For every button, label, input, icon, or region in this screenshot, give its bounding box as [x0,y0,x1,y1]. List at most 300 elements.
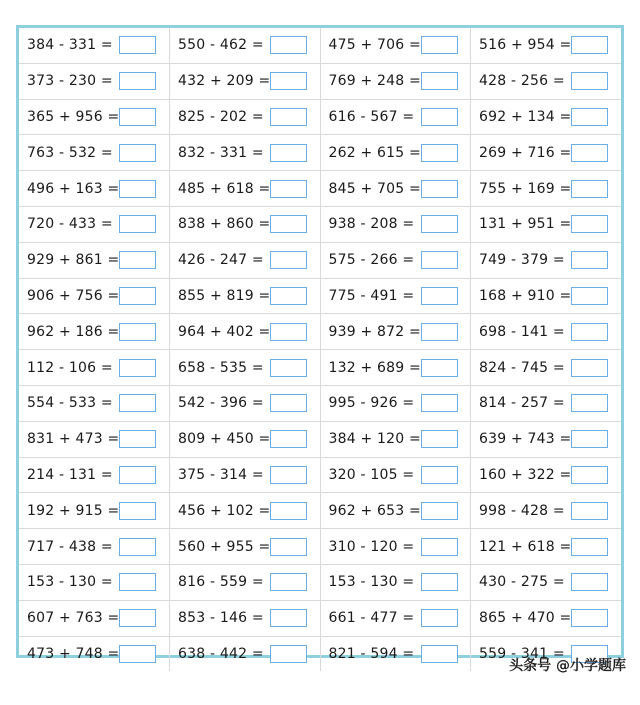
answer-box[interactable] [571,609,608,627]
problem [321,64,471,99]
problem [19,207,169,242]
problem-expression: 542 - 396 = [178,395,264,412]
problem-expression: 824 - 745 = [479,359,565,376]
problem-cell [170,529,321,565]
problem [19,171,169,206]
problem-expression: 938 - 208 = [328,216,415,233]
problem [471,279,621,314]
problem [321,565,471,600]
problem-cell [320,242,471,278]
problem-expression: 428 - 256 = [479,73,565,90]
problem-expression: 821 - 594 = [328,645,415,662]
problem-cell [170,564,321,600]
answer-box[interactable] [571,72,608,90]
problem-cell [19,135,170,171]
problem-cell [320,171,471,207]
problem-row [19,171,621,207]
answer-box[interactable] [270,144,307,162]
problem-expression: 816 - 559 = [178,574,264,591]
problem-expression: 112 - 106 = [27,359,113,376]
problem-expression: 855 + 819 = [178,287,271,304]
problem-cell [170,600,321,636]
answer-box[interactable] [270,72,307,90]
problem-cell [320,206,471,242]
answer-box[interactable] [421,502,458,520]
problem-row [19,242,621,278]
problem [19,64,169,99]
problem-expression: 962 + 653 = [328,502,421,519]
problem-cell [170,385,321,421]
problem [19,422,169,457]
answer-box[interactable] [571,36,608,54]
answer-box[interactable] [571,573,608,591]
answer-box[interactable] [119,251,156,269]
problem-cell [170,493,321,529]
problem-cell [320,457,471,493]
problem-cell [19,600,170,636]
answer-box[interactable] [571,538,608,556]
problem-cell [320,636,471,671]
problem [321,601,471,636]
problem-cell [471,350,622,386]
problem-cell [170,350,321,386]
problem-expression: 607 + 763 = [27,610,120,627]
problem [170,386,320,421]
problem [471,100,621,135]
answer-box[interactable] [421,609,458,627]
grid-body [19,28,621,671]
problem [471,422,621,457]
problem-expression: 153 - 130 = [328,574,415,591]
problem-expression: 698 - 141 = [479,323,565,340]
answer-box[interactable] [270,645,307,663]
problem-row [19,135,621,171]
problem [19,565,169,600]
problem [321,422,471,457]
answer-box[interactable] [421,36,458,54]
problem-expression: 214 - 131 = [27,466,113,483]
answer-box[interactable] [421,144,458,162]
answer-box[interactable] [421,573,458,591]
problem-expression: 998 - 428 = [479,502,565,519]
problem-cell [471,242,622,278]
problem [321,100,471,135]
problem-expression: 365 + 956 = [27,108,120,125]
problem-cell [320,314,471,350]
problem-expression: 865 + 470 = [479,610,572,627]
answer-box[interactable] [571,323,608,341]
problem-cell [471,457,622,493]
problem-expression: 153 - 130 = [27,574,113,591]
problem [19,386,169,421]
problem-cell [320,350,471,386]
problem-expression: 432 + 209 = [178,73,271,90]
problem-row [19,457,621,493]
answer-box[interactable] [119,466,156,484]
problem-cell [19,385,170,421]
answer-box[interactable] [119,502,156,520]
problem-expression: 496 + 163 = [27,180,120,197]
problem-expression: 962 + 186 = [27,323,120,340]
problem-expression: 375 - 314 = [178,466,264,483]
problem-expression: 661 - 477 = [328,610,415,627]
problem [170,100,320,135]
problem-expression: 132 + 689 = [328,359,421,376]
answer-box[interactable] [270,430,307,448]
problem-expression: 720 - 433 = [27,216,113,233]
answer-box[interactable] [421,251,458,269]
problem-expression: 192 + 915 = [27,502,120,519]
problem-expression: 717 - 438 = [27,538,113,555]
problem [170,565,320,600]
problem-cell [471,493,622,529]
problem [170,135,320,170]
problem [471,529,621,564]
problem-expression: 554 - 533 = [27,395,113,412]
problem-expression: 550 - 462 = [178,37,264,54]
problem [321,386,471,421]
problem [19,637,169,672]
answer-box[interactable] [270,538,307,556]
problem-row [19,99,621,135]
problem-expression: 485 + 618 = [178,180,271,197]
problem-cell [19,63,170,99]
problem-cell [170,28,321,63]
answer-box[interactable] [119,609,156,627]
problem [19,458,169,493]
problem [471,64,621,99]
problem [19,243,169,278]
problem-cell [471,421,622,457]
problem [170,243,320,278]
answer-box[interactable] [119,430,156,448]
problem [471,458,621,493]
problem [19,279,169,314]
problem-expression: 384 - 331 = [27,37,113,54]
problem-expression: 775 - 491 = [328,287,415,304]
problem [170,28,320,63]
problem [19,350,169,385]
problem-cell [471,171,622,207]
problem-expression: 121 + 618 = [479,538,572,555]
problem-expression: 638 - 442 = [178,645,264,662]
answer-box[interactable] [571,180,608,198]
problem-row [19,421,621,457]
problem-cell [19,564,170,600]
problem [19,100,169,135]
watermark: 头条号 @小学题库 [509,658,626,674]
answer-box[interactable] [421,323,458,341]
problem-cell [19,206,170,242]
problem-expression: 639 + 743 = [479,431,572,448]
problem-expression: 559 - 341 = [479,645,565,662]
problem [170,207,320,242]
answer-box[interactable] [571,466,608,484]
problem-expression: 749 - 379 = [479,252,565,269]
problem-cell [320,600,471,636]
problem [471,493,621,528]
problem-expression: 575 - 266 = [328,252,415,269]
problem [170,458,320,493]
problem-cell [170,63,321,99]
problem-expression: 838 + 860 = [178,216,271,233]
answer-box[interactable] [421,538,458,556]
answer-box[interactable] [119,180,156,198]
problem-row [19,28,621,63]
problem [321,279,471,314]
problem [471,207,621,242]
problem [19,529,169,564]
problem-cell [19,171,170,207]
problem-cell [320,278,471,314]
problem [170,637,320,672]
problem-row [19,206,621,242]
answer-box[interactable] [571,394,608,412]
problem-cell [170,171,321,207]
problem-cell [471,314,622,350]
problem-cell [19,350,170,386]
answer-box[interactable] [270,609,307,627]
problem-cell [320,99,471,135]
problem [170,314,320,349]
answer-box[interactable] [270,36,307,54]
problem-cell [19,278,170,314]
answer-box[interactable] [421,359,458,377]
problem [170,64,320,99]
problem-row [19,314,621,350]
problem [471,601,621,636]
problem [321,171,471,206]
answer-box[interactable] [421,108,458,126]
problem-expression: 929 + 861 = [27,252,120,269]
problem [471,135,621,170]
problem [19,493,169,528]
worksheet-frame [16,25,624,662]
problem-expression: 473 + 748 = [27,645,120,662]
answer-box[interactable] [119,323,156,341]
problem [321,135,471,170]
problem-cell [471,564,622,600]
answer-box[interactable] [571,359,608,377]
problem-cell [471,600,622,636]
problem-cell [170,242,321,278]
problem-cell [19,421,170,457]
problem-expression: 939 + 872 = [328,323,421,340]
problem-cell [170,206,321,242]
problem-cell [471,529,622,565]
problem-cell [170,636,321,671]
answer-box[interactable] [270,573,307,591]
problem-expression: 310 - 120 = [328,538,415,555]
answer-box[interactable] [119,538,156,556]
problem-expression: 658 - 535 = [178,359,264,376]
answer-box[interactable] [119,645,156,663]
problem-cell [320,421,471,457]
answer-box[interactable] [571,215,608,233]
problem-expression: 262 + 615 = [328,144,421,161]
problem-expression: 426 - 247 = [178,252,264,269]
problem-cell [320,63,471,99]
answer-box[interactable] [119,573,156,591]
answer-box[interactable] [270,180,307,198]
problem [471,314,621,349]
answer-box[interactable] [270,108,307,126]
problem-expression: 763 - 532 = [27,144,113,161]
problem-cell [19,529,170,565]
answer-box[interactable] [119,72,156,90]
answer-box[interactable] [270,502,307,520]
answer-box[interactable] [421,466,458,484]
problem-expression: 769 + 248 = [328,73,421,90]
problem-cell [320,529,471,565]
problem [19,601,169,636]
problem-row [19,385,621,421]
problem-expression: 456 + 102 = [178,502,271,519]
problem-cell [471,206,622,242]
problem [170,350,320,385]
answer-box[interactable] [421,287,458,305]
problem [321,637,471,672]
problem [19,314,169,349]
problem [170,279,320,314]
problem-expression: 692 + 134 = [479,108,572,125]
answer-box[interactable] [270,466,307,484]
answer-box[interactable] [571,502,608,520]
problem-expression: 814 - 257 = [479,395,565,412]
problem [170,493,320,528]
problem-cell [19,242,170,278]
answer-box[interactable] [421,180,458,198]
problem-expression: 168 + 910 = [479,287,572,304]
problem-cell [170,314,321,350]
problem [471,28,621,63]
problem [321,529,471,564]
answer-box[interactable] [270,323,307,341]
problem-expression: 131 + 951 = [479,216,572,233]
problem-cell [19,493,170,529]
answer-box[interactable] [571,430,608,448]
problem-row [19,493,621,529]
answer-box[interactable] [421,394,458,412]
problem-cell [320,135,471,171]
problem-cell [320,564,471,600]
problem [19,135,169,170]
answer-box[interactable] [270,215,307,233]
answer-box[interactable] [119,394,156,412]
answer-box[interactable] [270,394,307,412]
answer-box[interactable] [119,215,156,233]
problem-expression: 269 + 716 = [479,144,572,161]
problem-cell [471,135,622,171]
problem [19,28,169,63]
problem [471,243,621,278]
answer-box[interactable] [119,287,156,305]
problem-row [19,564,621,600]
problem-expression: 906 + 756 = [27,287,120,304]
problem-row [19,63,621,99]
problem-cell [170,135,321,171]
problem-cell [320,28,471,63]
problem-cell [170,421,321,457]
problem-cell [19,99,170,135]
problem [321,243,471,278]
problem [321,458,471,493]
problem [170,601,320,636]
answer-box[interactable] [421,430,458,448]
answer-box[interactable] [571,251,608,269]
problem-cell [170,457,321,493]
problem [471,350,621,385]
problem-expression: 809 + 450 = [178,431,271,448]
problem-row [19,350,621,386]
problem-expression: 560 + 955 = [178,538,271,555]
problem [471,565,621,600]
arithmetic-grid [19,28,621,671]
problem-expression: 832 - 331 = [178,144,264,161]
answer-box[interactable] [270,359,307,377]
problem-expression: 384 + 120 = [328,431,421,448]
problem-cell [170,99,321,135]
problem-cell [19,636,170,671]
answer-box[interactable] [571,108,608,126]
problem-expression: 160 + 322 = [479,466,572,483]
problem [170,171,320,206]
answer-box[interactable] [421,215,458,233]
problem-cell [320,493,471,529]
problem-cell [471,278,622,314]
problem-expression: 964 + 402 = [178,323,271,340]
answer-box[interactable] [119,359,156,377]
answer-box[interactable] [421,645,458,663]
answer-box[interactable] [119,36,156,54]
problem-cell [320,385,471,421]
problem-expression: 831 + 473 = [27,431,120,448]
answer-box[interactable] [119,108,156,126]
answer-box[interactable] [421,72,458,90]
problem-expression: 845 + 705 = [328,180,421,197]
problem-cell [471,385,622,421]
problem [321,207,471,242]
problem [321,350,471,385]
problem-cell [471,99,622,135]
problem [471,386,621,421]
problem-expression: 755 + 169 = [479,180,572,197]
problem-expression: 516 + 954 = [479,37,572,54]
problem-cell [19,457,170,493]
answer-box[interactable] [571,144,608,162]
problem-expression: 825 - 202 = [178,108,264,125]
problem-expression: 616 - 567 = [328,108,415,125]
problem-expression: 320 - 105 = [328,466,415,483]
answer-box[interactable] [119,144,156,162]
problem [321,28,471,63]
answer-box[interactable] [270,251,307,269]
problem-cell [471,28,622,63]
problem-expression: 373 - 230 = [27,73,113,90]
problem-row [19,278,621,314]
problem-cell [170,278,321,314]
problem-expression: 995 - 926 = [328,395,415,412]
problem [321,314,471,349]
problem [170,529,320,564]
problem-expression: 430 - 275 = [479,574,565,591]
answer-box[interactable] [571,287,608,305]
answer-box[interactable] [270,287,307,305]
problem [170,422,320,457]
problem-cell [19,28,170,63]
problem-row [19,600,621,636]
problem [321,493,471,528]
